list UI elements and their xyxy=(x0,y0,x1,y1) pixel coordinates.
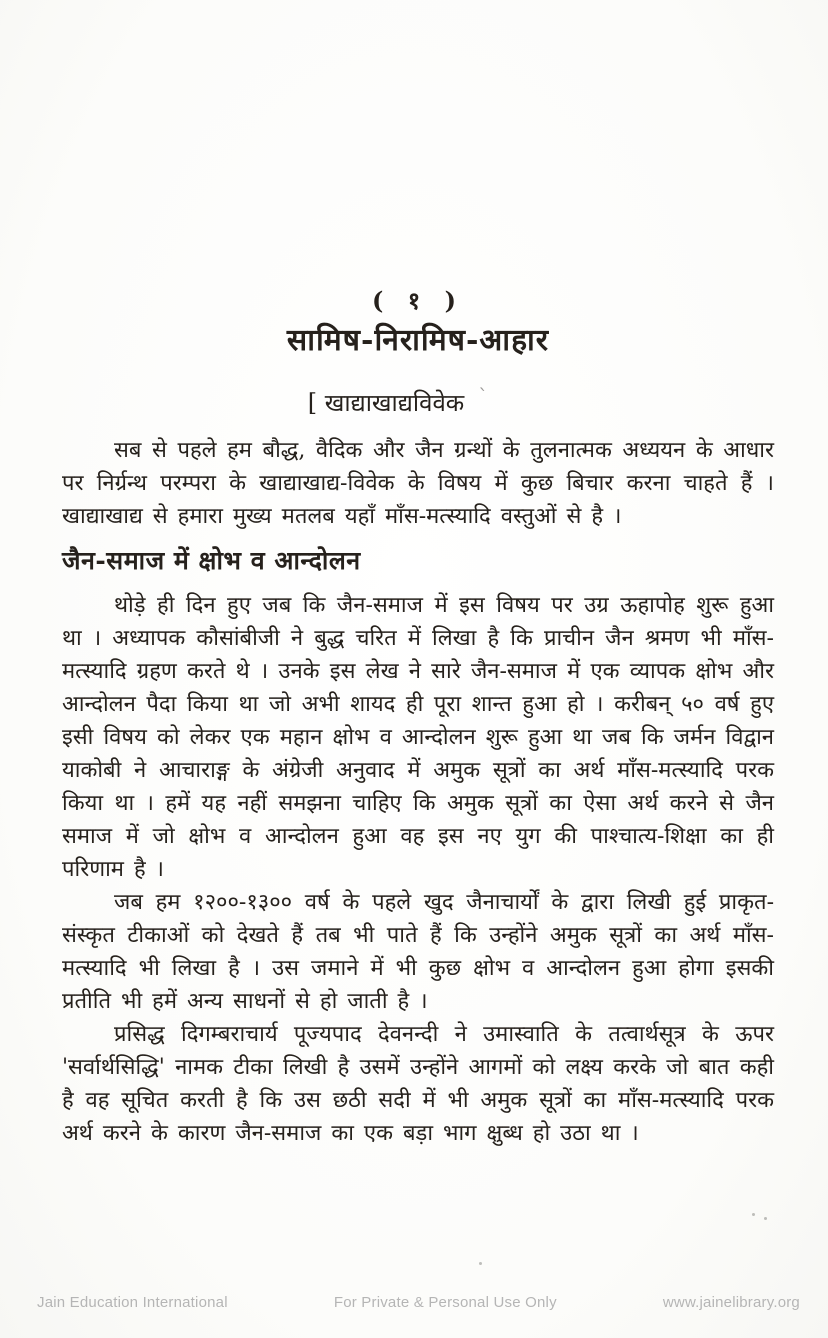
chapter-title: सामिष-निरामिष-आहार xyxy=(286,323,550,358)
bracket-subtitle xyxy=(42,381,754,418)
scan-speck xyxy=(479,1262,482,1265)
faded-closing-bracket: ˋ xyxy=(478,384,489,408)
intro-paragraph: सब से पहले हम बौद्ध, वैदिक और जैन ग्रन्थों के तुलनात्मक अध्ययन के आधार पर निर्ग्रन्थ परम्परा के खाद्याखाद्य-विवेक के विषय में कुछ बिचार करना चाहते हैं । खाद्याखाद्य से हमारा मुख्य मतलब यहाँ माँस-मत्स्यादि वस्तुओं से है । xyxy=(62,438,774,529)
body-paragraph-1: थोड़े ही दिन हुए जब कि जैन-समाज में इस विषय पर उग्र ऊहापोह शुरू हुआ था । अध्यापक कौसांबीजी ने बुद्ध चरित में लिखा है कि प्राचीन जैन श्रमण भी माँस-मत्स्यादि ग्रहण करते थे । उनके इस लेख ने सारे जैन-समाज में एक व्यापक क्षोभ और आन्दोलन पैदा किया था जो अभी शायद ही पूरा शान्त हुआ हो । करीबन् ५० वर्ष हुए इसी विषय को लेकर एक महान क्षोभ व आन्दोलन शुरू हुआ था जब कि जर्मन विद्वान याकोबी ने आचाराङ्ग के अंग्रेजी अनुवाद में अमुक सूत्रों का अर्थ माँस-मत्स्यादि परक किया था । हमें यह नहीं समझना चाहिए कि अमुक सूत्रों का ऐसा अर्थ करने से जैन समाज में जो क्षोभ व आन्दोलन हुआ वह इस नए युग की पाश्चात्य-शिक्षा का ही परिणाम है । xyxy=(62,593,774,882)
page-content xyxy=(62,284,774,1150)
footer-website: www.jainelibrary.org xyxy=(662,1294,800,1311)
scan-footer xyxy=(37,1294,800,1311)
scan-speck xyxy=(764,1217,767,1220)
body-paragraph-3: प्रसिद्ध दिगम्बराचार्य पूज्यपाद देवनन्दी ने उमास्वाति के तत्वार्थसूत्र के ऊपर 'सर्वार्थसिद्धि' नामक टीका लिखी है उसमें उन्होंने आगमों को लक्ष्य करके जो बात कही है वह सूचित करती है कि उस छठी सदी में भी अमुक सूत्रों का माँस-मत्स्यादि परक अर्थ करने के कारण जैन-समाज का एक बड़ा भाग क्षुब्ध हो उठा था । xyxy=(62,1022,774,1146)
subtitle-text: [ खाद्याखाद्यविवेक xyxy=(307,389,465,417)
page-number: ( १ ) xyxy=(372,286,464,315)
scan-speck xyxy=(752,1213,755,1216)
body-paragraph-2: जब हम १२००-१३०० वर्ष के पहले खुद जैनाचार्यों के द्वारा लिखी हुई प्राकृत-संस्कृत टीकाओं को देखते हैं तब भी पाते हैं कि उन्होंने अमुक सूत्रों का अर्थ माँस-मत्स्यादि भी लिखा है । उस जमाने में भी कुछ क्षोभ व आन्दोलन हुआ होगा इसकी प्रतीति भी हमें अन्य साधनों से हो जाती है । xyxy=(62,890,774,1014)
footer-usage-note: For Private & Personal Use Only xyxy=(333,1294,557,1311)
section-heading: जैन-समाज में क्षोभ व आन्दोलन xyxy=(62,546,361,575)
footer-publisher: Jain Education International xyxy=(37,1294,228,1311)
